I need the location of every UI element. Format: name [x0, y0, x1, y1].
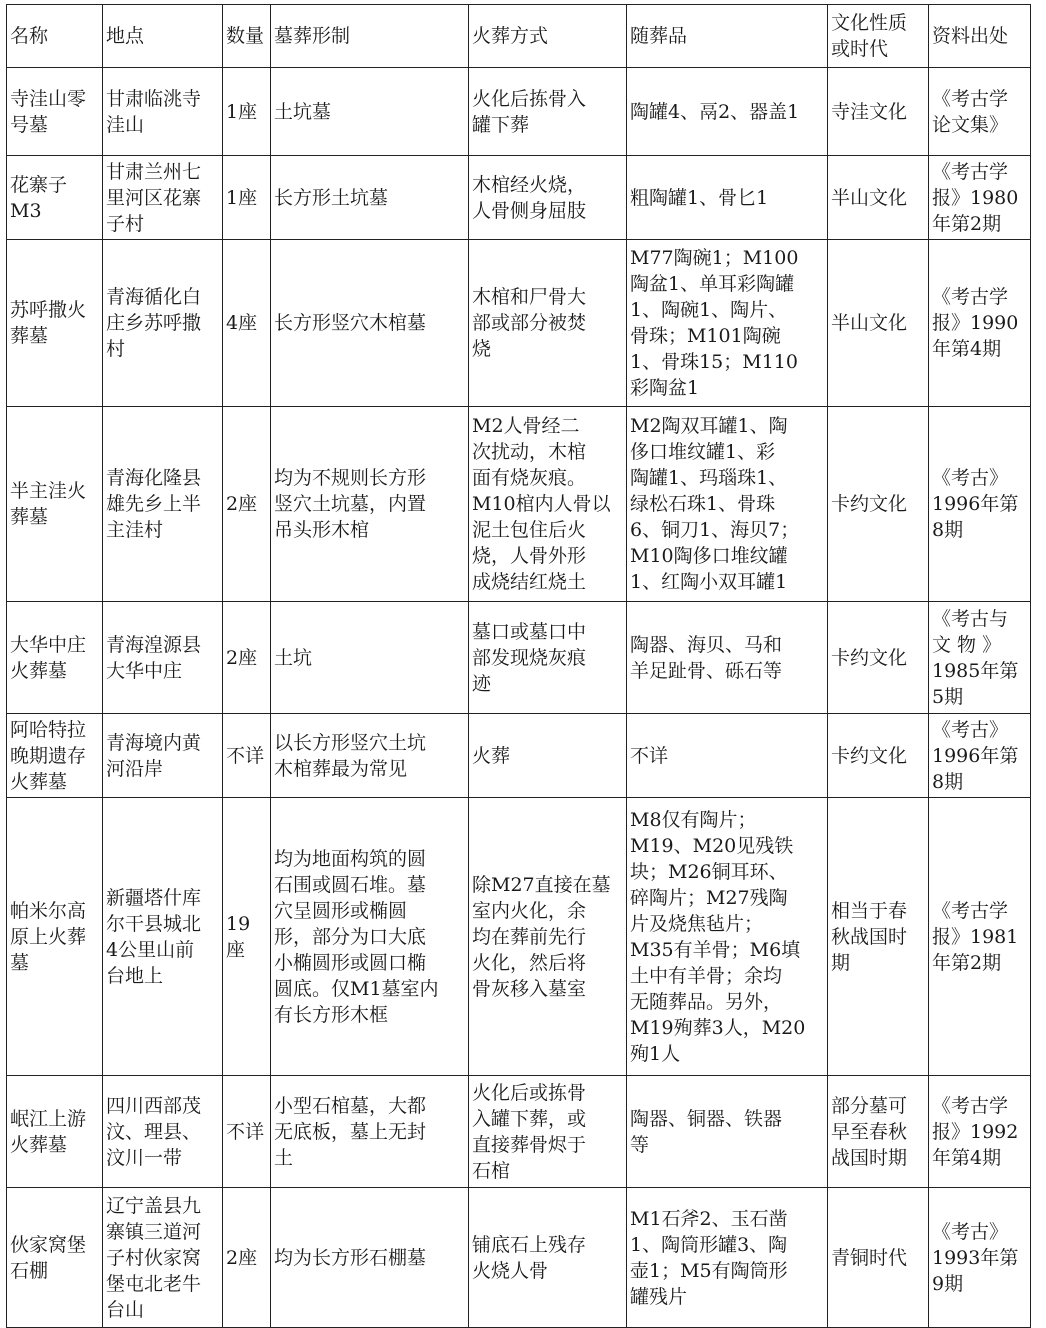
- cell-count: 不详: [223, 1076, 271, 1188]
- cell-goods: M1石斧2、玉石凿 1、陶筒形罐3、陶 壶1；M5有陶筒形 罐残片: [627, 1188, 828, 1328]
- cell-method: 铺底石上残存 火烧人骨: [469, 1188, 627, 1328]
- cell-source: 《考古与 文 物 》 1985年第 5期: [929, 602, 1031, 714]
- table-row: [7, 602, 1031, 714]
- cell-source: 《考古》 1993年第 9期: [929, 1188, 1031, 1328]
- cell-culture: 卡约文化: [828, 407, 929, 602]
- cell-location: 甘肃临洮寺 洼山: [103, 68, 223, 156]
- cell-method: 火葬: [469, 714, 627, 798]
- cell-form: 均为长方形石棚墓: [271, 1188, 469, 1328]
- cell-method: 木棺经火烧， 人骨侧身屈肢: [469, 156, 627, 240]
- header-source: 资料出处: [929, 5, 1031, 68]
- cell-goods: 粗陶罐1、骨匕1: [627, 156, 828, 240]
- header-form: 墓葬形制: [271, 5, 469, 68]
- cell-method: 除M27直接在墓 室内火化，余 均在葬前先行 火化，然后将 骨灰移入墓室: [469, 798, 627, 1076]
- cell-count: 不详: [223, 714, 271, 798]
- cell-form: 长方形土坑墓: [271, 156, 469, 240]
- cell-count: 1座: [223, 68, 271, 156]
- cell-name: 花寨子 M3: [7, 156, 103, 240]
- cremation-burial-table: [6, 4, 1031, 1328]
- table-row: [7, 1076, 1031, 1188]
- document-page: [6, 4, 1031, 1328]
- header-method: 火葬方式: [469, 5, 627, 68]
- table-row: [7, 714, 1031, 798]
- cell-culture: 寺洼文化: [828, 68, 929, 156]
- cell-name: 伙家窝堡 石棚: [7, 1188, 103, 1328]
- table-row: [7, 1188, 1031, 1328]
- cell-goods: 陶器、海贝、马和 羊足趾骨、砾石等: [627, 602, 828, 714]
- cell-count: 4座: [223, 240, 271, 407]
- cell-location: 辽宁盖县九 寨镇三道河 子村伙家窝 堡屯北老牛 台山: [103, 1188, 223, 1328]
- table-row: [7, 407, 1031, 602]
- cell-count: 2座: [223, 1188, 271, 1328]
- cell-goods: 不详: [627, 714, 828, 798]
- cell-name: 岷江上游 火葬墓: [7, 1076, 103, 1188]
- cell-name: 寺洼山零 号墓: [7, 68, 103, 156]
- cell-count: 2座: [223, 407, 271, 602]
- cell-location: 甘肃兰州七 里河区花寨 子村: [103, 156, 223, 240]
- cell-form: 以长方形竖穴土坑 木棺葬最为常见: [271, 714, 469, 798]
- cell-form: 小型石棺墓，大都 无底板，墓上无封 土: [271, 1076, 469, 1188]
- cell-method: 木棺和尸骨大 部或部分被焚 烧: [469, 240, 627, 407]
- table-row: [7, 240, 1031, 407]
- cell-source: 《考古学 报》1980 年第2期: [929, 156, 1031, 240]
- header-goods: 随葬品: [627, 5, 828, 68]
- cell-source: 《考古学 报》1990 年第4期: [929, 240, 1031, 407]
- cell-culture: 半山文化: [828, 240, 929, 407]
- cell-goods: 陶罐4、鬲2、器盖1: [627, 68, 828, 156]
- cell-culture: 部分墓可 早至春秋 战国时期: [828, 1076, 929, 1188]
- cell-source: 《考古学 报》1992 年第4期: [929, 1076, 1031, 1188]
- table-row: [7, 156, 1031, 240]
- cell-source: 《考古学 报》1981 年第2期: [929, 798, 1031, 1076]
- cell-location: 青海化隆县 雄先乡上半 主洼村: [103, 407, 223, 602]
- cell-culture: 青铜时代: [828, 1188, 929, 1328]
- cell-location: 新疆塔什库 尔干县城北 4公里山前 台地上: [103, 798, 223, 1076]
- cell-count: 1座: [223, 156, 271, 240]
- cell-goods: 陶器、铜器、铁器 等: [627, 1076, 828, 1188]
- cell-form: 土坑墓: [271, 68, 469, 156]
- cell-name: 大华中庄 火葬墓: [7, 602, 103, 714]
- cell-form: 长方形竖穴木棺墓: [271, 240, 469, 407]
- cell-form: 均为地面构筑的圆 石围或圆石堆。墓 穴呈圆形或椭圆 形，部分为口大底 小椭圆形或圆口椭 圆底。仅M1墓室内 有长方形木框: [271, 798, 469, 1076]
- cell-method: 火化后或拣骨 入罐下葬，或 直接葬骨烬于 石棺: [469, 1076, 627, 1188]
- cell-culture: 卡约文化: [828, 714, 929, 798]
- cell-location: 青海循化白 庄乡苏呼撒 村: [103, 240, 223, 407]
- cell-goods: M77陶碗1；M100 陶盆1、单耳彩陶罐 1、陶碗1、陶片、 骨珠；M101陶碗 1、骨珠15；M110 彩陶盆1: [627, 240, 828, 407]
- cell-location: 青海境内黄 河沿岸: [103, 714, 223, 798]
- header-location: 地点: [103, 5, 223, 68]
- cell-culture: 半山文化: [828, 156, 929, 240]
- cell-location: 青海湟源县 大华中庄: [103, 602, 223, 714]
- table-row: [7, 68, 1031, 156]
- cell-culture: 相当于春 秋战国时 期: [828, 798, 929, 1076]
- cell-form: 均为不规则长方形 竖穴土坑墓，内置 吊头形木棺: [271, 407, 469, 602]
- header-count: 数量: [223, 5, 271, 68]
- cell-form: 土坑: [271, 602, 469, 714]
- cell-source: 《考古》 1996年第 8期: [929, 407, 1031, 602]
- cell-method: M2人骨经二 次扰动，木棺 面有烧灰痕。 M10棺内人骨以 泥土包住后火 烧，人骨外形 成烧结红烧土: [469, 407, 627, 602]
- cell-name: 帕米尔高 原上火葬 墓: [7, 798, 103, 1076]
- header-name: 名称: [7, 5, 103, 68]
- cell-culture: 卡约文化: [828, 602, 929, 714]
- cell-name: 苏呼撒火 葬墓: [7, 240, 103, 407]
- table-row: [7, 798, 1031, 1076]
- table-header-row: [7, 5, 1031, 68]
- cell-count: 19座: [223, 798, 271, 1076]
- cell-method: 墓口或墓口中 部发现烧灰痕 迹: [469, 602, 627, 714]
- cell-goods: M8仅有陶片； M19、M20见残铁 块；M26铜耳环、 碎陶片；M27残陶 片及烧焦毡片； M35有羊骨；M6填 土中有羊骨；余均 无随葬品。另外， M19殉葬3人，M20 殉1人: [627, 798, 828, 1076]
- cell-source: 《考古学 论文集》: [929, 68, 1031, 156]
- cell-location: 四川西部茂 汶、理县、 汶川一带: [103, 1076, 223, 1188]
- cell-method: 火化后拣骨入 罐下葬: [469, 68, 627, 156]
- cell-source: 《考古》 1996年第 8期: [929, 714, 1031, 798]
- cell-count: 2座: [223, 602, 271, 714]
- cell-name: 半主洼火 葬墓: [7, 407, 103, 602]
- cell-goods: M2陶双耳罐1、陶 侈口堆纹罐1、彩 陶罐1、玛瑙珠1、 绿松石珠1、骨珠 6、铜刀1、海贝7； M10陶侈口堆纹罐 1、红陶小双耳罐1: [627, 407, 828, 602]
- cell-name: 阿哈特拉 晚期遗存 火葬墓: [7, 714, 103, 798]
- header-culture: 文化性质 或时代: [828, 5, 929, 68]
